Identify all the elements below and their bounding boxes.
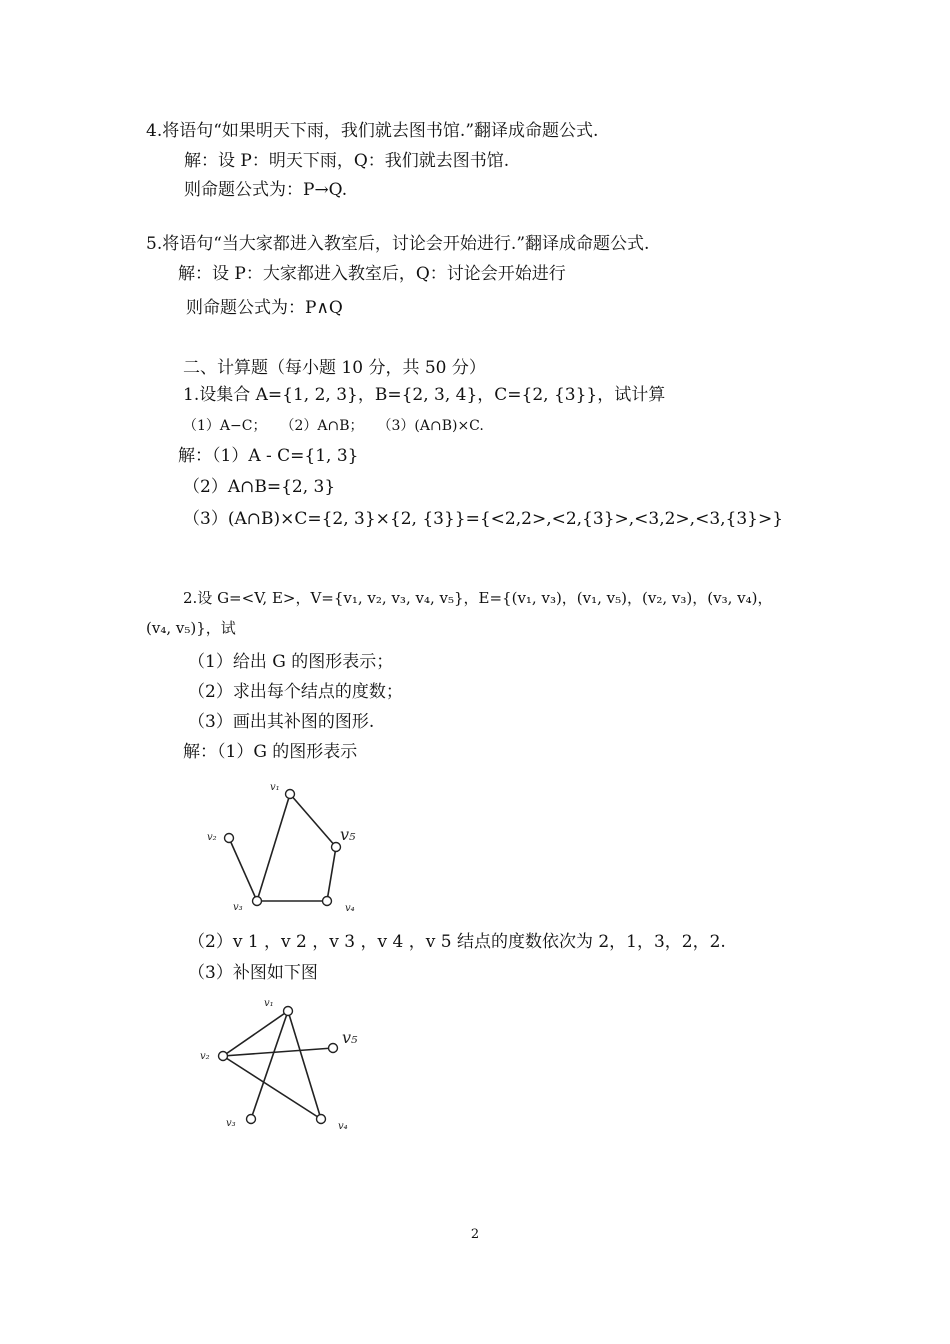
q4-title: 4.将语句“如果明天下雨，我们就去图书馆.”翻译成命题公式.	[146, 121, 599, 141]
node-v2	[219, 1052, 228, 1061]
node-v2	[225, 834, 234, 843]
q5-solution-line1: 解：设 P：大家都进入教室后，Q：讨论会开始进行	[178, 264, 566, 284]
node-v1	[284, 1007, 293, 1016]
edge-v1-v4	[288, 1011, 321, 1119]
label-v4: v₄	[338, 1121, 348, 1132]
q4-solution-line2: 则命题公式为：P→Q.	[184, 180, 348, 200]
s2-q2-part1: （1）给出 G 的图形表示；	[188, 652, 394, 672]
edge-v4-v5	[327, 847, 336, 901]
node-v4	[317, 1115, 326, 1124]
edge-v1-v3	[257, 794, 290, 901]
label-v1: v₁	[264, 998, 274, 1009]
s2-q1-title: 1.设集合 A={1, 2, 3}，B={2, 3, 4}，C={2, {3}}，试计算	[183, 385, 666, 405]
section-heading: 二、计算题（每小题 10 分，共 50 分）	[183, 358, 486, 378]
graph-complement	[190, 992, 390, 1142]
s2-q2-part3: （3）画出其补图的图形.	[188, 712, 375, 732]
graph-g	[190, 770, 390, 920]
s2-q1-solution-line2: （2）A∩B={2, 3}	[183, 477, 336, 497]
label-v2: v₂	[207, 832, 217, 843]
label-v4: v₄	[345, 903, 355, 914]
node-v3	[253, 897, 262, 906]
q5-title: 5.将语句“当大家都进入教室后，讨论会开始进行.”翻译成命题公式.	[146, 234, 650, 254]
s2-q2-solution-line1: 解：（1）G 的图形表示	[183, 742, 358, 762]
edge-v2-v5	[223, 1048, 333, 1056]
label-v5: v₅	[340, 825, 356, 844]
label-v2: v₂	[200, 1051, 210, 1062]
s2-q2-part2: （2）求出每个结点的度数；	[188, 682, 403, 702]
q4-solution-line1: 解：设 P：明天下雨，Q：我们就去图书馆.	[184, 151, 510, 171]
label-v1: v₁	[270, 782, 280, 793]
node-v1	[286, 790, 295, 799]
edge-v1-v3-complement	[251, 1011, 288, 1119]
q5-solution-line2: 则命题公式为：P∧Q	[186, 298, 343, 318]
node-v3	[247, 1115, 256, 1124]
label-v3: v₃	[226, 1118, 236, 1129]
label-v3: v₃	[233, 902, 243, 913]
s2-q2-line2: (v₄, v₅)}，试	[146, 619, 236, 637]
node-v5	[329, 1044, 338, 1053]
edge-v1-v2	[223, 1011, 288, 1056]
s2-q2-solution-line2: （2）v 1 ，v 2 ，v 3 ，v 4 ，v 5 结点的度数依次为 2，1，3，2，2.	[188, 932, 726, 952]
label-v5: v₅	[342, 1028, 358, 1047]
page-number: 2	[470, 1227, 480, 1242]
s2-q2-line1: 2.设 G=<V, E>，V={v₁, v₂, v₃, v₄, v₅}，E={(v₁, v₃)，(v₁, v₅)，(v₂, v₃)，(v₃, v₄)，	[183, 589, 773, 607]
s2-q2-solution-line3: （3）补图如下图	[188, 963, 318, 983]
edge-v1-v5	[290, 794, 336, 847]
s2-q1-parts: （1）A−C； （2）A∩B； （3）(A∩B)×C.	[183, 418, 484, 434]
s2-q1-solution-line3: （3）(A∩B)×C={2, 3}×{2, {3}}={<2,2>,<2,{3}>,<3,2>,<3,{3}>}	[183, 509, 784, 529]
node-v4	[323, 897, 332, 906]
s2-q1-solution-line1: 解：（1）A - C={1, 3}	[178, 446, 359, 466]
edge-v2-v4	[223, 1056, 321, 1119]
edge-v2-v3	[229, 838, 257, 901]
